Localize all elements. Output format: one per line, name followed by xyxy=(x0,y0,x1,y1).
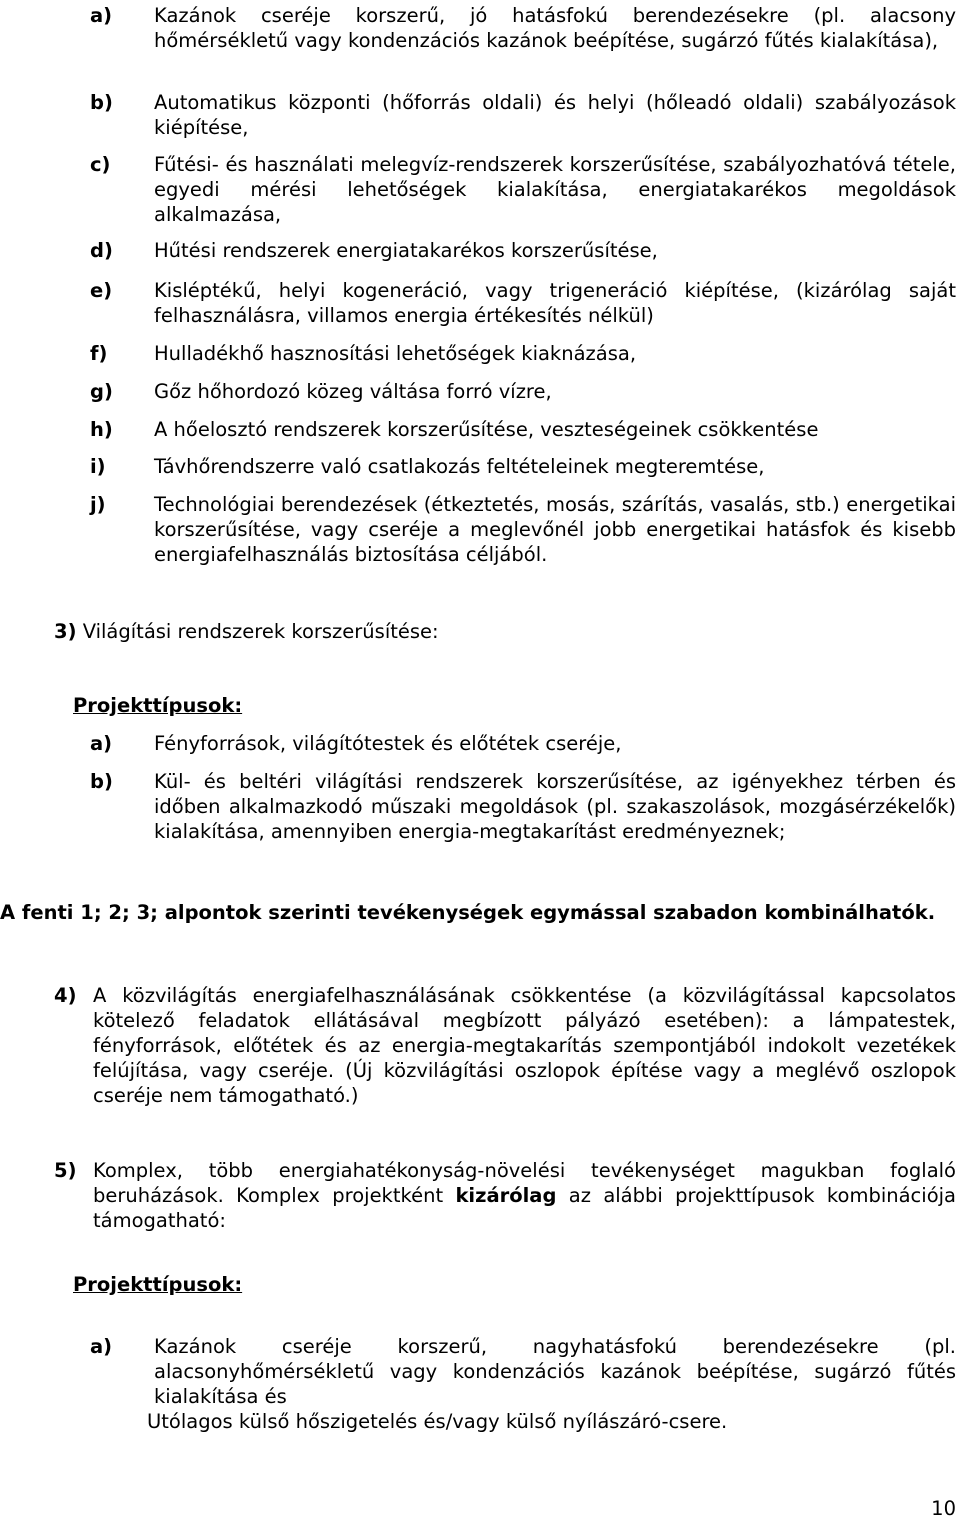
page-number: 10 xyxy=(931,1497,956,1520)
section-number: 3) xyxy=(54,620,77,643)
list-label: a) xyxy=(90,732,113,755)
list-label: c) xyxy=(90,153,111,176)
list-item-j xyxy=(90,492,956,567)
list-item-f xyxy=(90,341,956,366)
section-text-part: az alábbi projekttípusok kombinációja támogatható: xyxy=(93,1184,956,1232)
list-item-a xyxy=(90,3,956,53)
list-label: b) xyxy=(90,91,113,114)
list-label: h) xyxy=(90,418,113,441)
lighting-item-a xyxy=(90,731,956,756)
section-4 xyxy=(54,983,956,1108)
complex-extra-line: Utólagos külső hőszigetelés és/vagy külső nyílászáró-csere. xyxy=(147,1410,728,1433)
list-label: g) xyxy=(90,380,113,403)
list-label: b) xyxy=(90,770,113,793)
section-text: A közvilágítás energiafelhasználásának csökkentése (a közvilágítással kapcsolatos kötelező feladatok ellátásával megbízott pályázó esetében): a lámpatestek, fényforrások, előtétek és az energia-megtakarítás szempontjából indokolt vezetékek felújítása, vagy cseréje. (Új közvilágítási oszlopok építése vagy a meglévő oszlopok cseréje nem támogatható.) xyxy=(93,984,956,1107)
list-label: a) xyxy=(90,1335,113,1358)
list-text: Fényforrások, világítótestek és előtétek cseréje, xyxy=(154,732,622,755)
projekttipusok-heading: Projekttípusok: xyxy=(73,694,243,717)
list-text: Kazánok cseréje korszerű, nagyhatásfokú berendezésekre (pl. alacsonyhőmérsékletű vagy kondenzációs kazánok beépítése, sugárzó fűtés kialakítása és xyxy=(154,1335,956,1408)
list-label: d) xyxy=(90,239,113,262)
projekttipusok-heading-2: Projekttípusok: xyxy=(73,1273,243,1296)
list-item-d xyxy=(90,238,956,263)
list-text: Fűtési- és használati melegvíz-rendszerek korszerűsítése, szabályozhatóvá tétele, egyedi mérési lehetőségek kialakítása, energiatakarékos megoldások alkalmazása, xyxy=(154,153,956,226)
section-text-part: Komplex, több energiahatékonyság-növelési tevékenységet magukban foglaló beruházások. Komplex projektként xyxy=(93,1159,956,1207)
list-text: A hőelosztó rendszerek korszerűsítése, veszteségeinek csökkentése xyxy=(154,418,819,441)
list-item-i xyxy=(90,454,956,479)
list-label: j) xyxy=(90,493,106,516)
section-number: 5) xyxy=(54,1159,77,1182)
list-text: Kisléptékű, helyi kogeneráció, vagy trigeneráció kiépítése, (kizárólag saját felhasználásra, villamos energia értékesítés nélkül) xyxy=(154,279,956,327)
complex-item-a xyxy=(90,1334,956,1409)
list-label: a) xyxy=(90,4,113,27)
list-item-e xyxy=(90,278,956,328)
list-label: i) xyxy=(90,455,106,478)
list-text: Automatikus központi (hőforrás oldali) és helyi (hőleadó oldali) szabályozások kiépítése, xyxy=(154,91,956,139)
list-item-b xyxy=(90,90,956,140)
section-3-heading xyxy=(54,619,439,644)
list-text: Kazánok cseréje korszerű, jó hatásfokú berendezésekre (pl. alacsony hőmérsékletű vagy kondenzációs kazánok beépítése, sugárzó fűtés kialakítása), xyxy=(154,4,956,52)
section-5 xyxy=(54,1158,956,1233)
section-number: 4) xyxy=(54,984,77,1007)
list-item-g xyxy=(90,379,956,404)
lighting-item-b xyxy=(90,769,956,844)
list-text: Távhőrendszerre való csatlakozás feltételeinek megteremtése, xyxy=(154,455,765,478)
list-item-c xyxy=(90,152,956,227)
list-text: Gőz hőhordozó közeg váltása forró vízre, xyxy=(154,380,552,403)
list-text: Hűtési rendszerek energiatakarékos korszerűsítése, xyxy=(154,239,658,262)
list-text: Technológiai berendezések (étkeztetés, mosás, szárítás, vasalás, stb.) energetikai korszerűsítése, vagy cseréje a meglevőnél jobb energetikai hatásfok és kisebb energiafelhasználás biztosítása céljából. xyxy=(154,493,956,566)
list-label: e) xyxy=(90,279,113,302)
section-title: Világítási rendszerek korszerűsítése: xyxy=(82,620,439,643)
list-text: Kül- és beltéri világítási rendszerek korszerűsítése, az igényekhez térben és időben alkalmazkodó műszaki megoldások (pl. szakaszolások, mozgásérzékelők) kialakítása, amennyiben energia-megtakarítást eredményeznek; xyxy=(154,770,956,843)
combination-note: A fenti 1; 2; 3; alpontok szerinti tevékenységek egymással szabadon kombinálhatók. xyxy=(0,901,936,924)
list-item-h xyxy=(90,417,956,442)
emphasis-kizarolag: kizárólag xyxy=(455,1184,557,1207)
list-label: f) xyxy=(90,342,108,365)
list-text: Hulladékhő hasznosítási lehetőségek kiaknázása, xyxy=(154,342,637,365)
section-text xyxy=(93,1158,956,1233)
